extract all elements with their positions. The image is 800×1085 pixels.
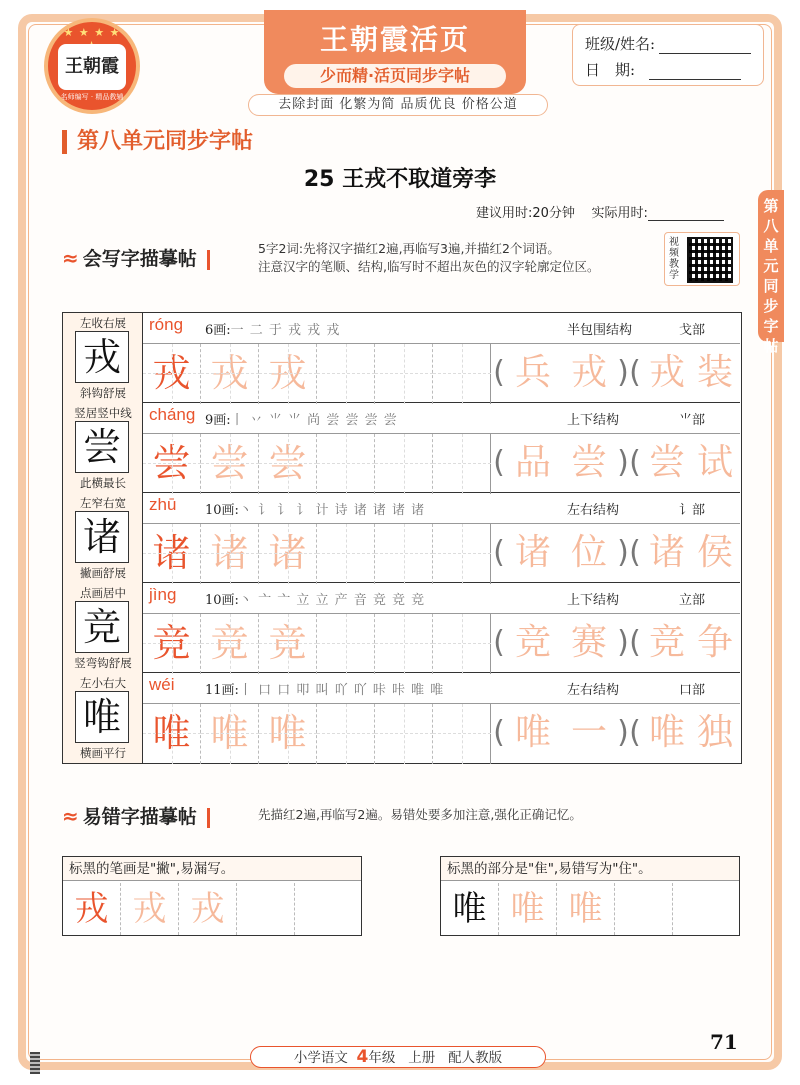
word-close-paren: ) bbox=[617, 625, 629, 660]
practice-cell[interactable] bbox=[375, 434, 433, 494]
date-field[interactable]: 日 期: bbox=[585, 59, 741, 80]
word-trace-char[interactable]: 试 bbox=[696, 442, 733, 483]
word-trace-char[interactable]: 品 bbox=[514, 442, 551, 483]
practice-cell[interactable] bbox=[317, 524, 375, 584]
word-trace-char[interactable]: 诸 bbox=[514, 532, 551, 573]
word-trace-char[interactable]: 侯 bbox=[696, 532, 733, 573]
stroke-order: 6画:一 二 于 戎 戎 戎 bbox=[205, 323, 341, 338]
practice-cell[interactable] bbox=[317, 614, 375, 674]
word-close-paren: ) bbox=[617, 355, 629, 390]
char-tip-column bbox=[63, 313, 143, 403]
word-open-paren: ( bbox=[629, 535, 641, 570]
practice-cells bbox=[143, 613, 740, 673]
word-trace-char[interactable]: 赛 bbox=[570, 622, 607, 663]
word-trace-char[interactable]: 兵 bbox=[514, 352, 551, 393]
banner-title: 王朝霞活页 bbox=[319, 23, 470, 56]
practice-cell[interactable] bbox=[433, 614, 491, 674]
word-open-paren: ( bbox=[493, 625, 505, 660]
word-open-paren: ( bbox=[629, 625, 641, 660]
pinyin: jìng bbox=[149, 585, 177, 604]
top-tip: 竖居竖中线 bbox=[74, 406, 132, 420]
practice-cell[interactable] bbox=[317, 434, 375, 494]
model-character: 戎 bbox=[75, 331, 129, 383]
bottom-tip: 斜钩舒展 bbox=[80, 386, 126, 400]
practice-cell[interactable] bbox=[375, 614, 433, 674]
time-line: 建议用时:20分钟 实际用时: bbox=[476, 202, 724, 221]
char-row bbox=[63, 583, 740, 673]
error-box-2-note: 标黑的部分是"隹",易错写为"住"。 bbox=[441, 857, 739, 881]
stroke-order: 10画:丶 讠 讠 讠 计 诗 诸 诸 诸 诸 bbox=[205, 503, 426, 518]
word-trace-char[interactable]: 位 bbox=[570, 532, 607, 573]
word-trace-char[interactable]: 戎 bbox=[648, 352, 685, 393]
trace-cell[interactable]: 尝 bbox=[201, 434, 259, 494]
practice-cell[interactable] bbox=[317, 704, 375, 764]
word-trace-char[interactable]: 戎 bbox=[570, 352, 607, 393]
practice-cell[interactable] bbox=[375, 704, 433, 764]
error-box-2 bbox=[440, 856, 740, 936]
char-tip-column bbox=[63, 493, 143, 583]
top-tip: 左收右展 bbox=[80, 316, 126, 330]
lesson-title: 25 王戎不取道旁李 bbox=[303, 167, 497, 192]
trace-cell[interactable]: 戎 bbox=[201, 344, 259, 404]
trace-cell[interactable]: 唯 bbox=[201, 704, 259, 764]
practice-cell[interactable] bbox=[433, 524, 491, 584]
word-trace-char[interactable]: 独 bbox=[696, 712, 733, 753]
radical-label: 口部 bbox=[679, 683, 706, 698]
trace-cell[interactable]: 唯 bbox=[143, 704, 201, 764]
word-trace-char[interactable]: 争 bbox=[696, 622, 733, 663]
wave-icon: ≈ bbox=[62, 246, 79, 270]
qr-code-icon[interactable] bbox=[687, 237, 733, 283]
practice-cell[interactable] bbox=[433, 704, 491, 764]
structure-label: 左右结构 bbox=[567, 503, 620, 518]
trace-cell[interactable]: 唯 bbox=[259, 704, 317, 764]
footer-label: 小学语文 4年级 上册 配人教版 bbox=[250, 1046, 546, 1068]
radical-label: 戈部 bbox=[679, 323, 706, 338]
model-character: 诸 bbox=[75, 511, 129, 563]
char-row bbox=[63, 493, 740, 583]
qr-label: 视频教学 bbox=[669, 237, 679, 281]
logo-stars: ★ ★ ★ ★ bbox=[63, 26, 121, 39]
page-number: 71 bbox=[710, 1030, 738, 1054]
radical-label: 讠部 bbox=[679, 503, 706, 518]
char-row bbox=[63, 313, 740, 403]
stroke-order: 10画:丶 亠 亠 立 立 产 音 竞 竞 竞 bbox=[205, 593, 426, 608]
word-trace-char[interactable]: 尝 bbox=[570, 442, 607, 483]
section2-instructions: 先描红2遍,再临写2遍。易错处要多加注意,强化正确记忆。 bbox=[258, 807, 582, 822]
trace-cell[interactable]: 竞 bbox=[201, 614, 259, 674]
trace-cell[interactable]: 诸 bbox=[201, 524, 259, 584]
error-trace-cell[interactable]: 唯 bbox=[441, 883, 499, 935]
error-trace-cell[interactable]: 唯 bbox=[499, 883, 557, 935]
brand-banner bbox=[264, 10, 526, 94]
error-trace-cell[interactable]: 戎 bbox=[121, 883, 179, 935]
error-box-1 bbox=[62, 856, 362, 936]
word-trace-char[interactable]: 尝 bbox=[648, 442, 685, 483]
word-close-paren: ) bbox=[617, 535, 629, 570]
error-trace-cell[interactable]: 戎 bbox=[63, 883, 121, 935]
practice-cell[interactable] bbox=[375, 524, 433, 584]
word-trace-char[interactable]: 唯 bbox=[514, 712, 551, 753]
video-qr[interactable] bbox=[664, 232, 740, 286]
side-tab: 第八单元同步字帖 bbox=[758, 190, 784, 342]
trace-cell[interactable]: 尝 bbox=[259, 434, 317, 494]
radical-label: 立部 bbox=[679, 593, 706, 608]
pinyin: wéi bbox=[149, 675, 175, 694]
wave-icon: ≈ bbox=[62, 804, 79, 828]
top-tip: 左小右大 bbox=[80, 676, 126, 690]
char-tip-column bbox=[63, 583, 143, 673]
error-practice-cell[interactable] bbox=[615, 883, 673, 935]
footer-barcode-strip bbox=[30, 1052, 40, 1074]
structure-label: 上下结构 bbox=[567, 593, 620, 608]
error-box-1-note: 标黑的笔画是"撇",易漏写。 bbox=[63, 857, 361, 881]
practice-cell[interactable] bbox=[375, 344, 433, 404]
trace-cell[interactable]: 戎 bbox=[259, 344, 317, 404]
model-character: 唯 bbox=[75, 691, 129, 743]
top-tip: 左窄右宽 bbox=[80, 496, 126, 510]
bottom-tip: 竖弯钩舒展 bbox=[74, 656, 132, 670]
word-open-paren: ( bbox=[493, 445, 505, 480]
pinyin: cháng bbox=[149, 405, 196, 424]
word-open-paren: ( bbox=[493, 715, 505, 750]
section1-heading: ≈ 会写字描摹帖 bbox=[62, 244, 210, 271]
practice-cells bbox=[143, 433, 740, 493]
practice-cell[interactable] bbox=[433, 344, 491, 404]
char-row bbox=[63, 673, 740, 763]
logo-text: 王朝霞 bbox=[58, 44, 126, 90]
char-row bbox=[63, 403, 740, 493]
word-trace-char[interactable]: 竞 bbox=[514, 622, 551, 663]
radical-label: ⺌部 bbox=[679, 413, 706, 428]
word-trace-char[interactable]: 一 bbox=[570, 712, 607, 753]
char-tip-column bbox=[63, 403, 143, 493]
model-character: 竞 bbox=[75, 601, 129, 653]
trace-cell[interactable]: 戎 bbox=[143, 344, 201, 404]
slogan: 去除封面 化繁为简 品质优良 价格公道 bbox=[248, 94, 548, 116]
error-practice-cell[interactable] bbox=[295, 883, 353, 935]
error-practice-cell[interactable] bbox=[237, 883, 295, 935]
word-trace-char[interactable]: 唯 bbox=[648, 712, 685, 753]
word-open-paren: ( bbox=[493, 535, 505, 570]
word-open-paren: ( bbox=[629, 355, 641, 390]
trace-cell[interactable]: 诸 bbox=[143, 524, 201, 584]
section1-instructions: 5字2词:先将汉字描红2遍,再临写3遍,并描红2个词语。 注意汉字的笔顺、结构,临写时不超出灰色的汉字轮廓定位区。 bbox=[258, 241, 600, 274]
stroke-order: 11画:丨 口 口 叩 叫 吖 吖 咔 咔 唯 唯 bbox=[205, 683, 445, 698]
stroke-order: 9画:丨 丷 ⺌ ⺌ 尚 尝 尝 尝 尝 bbox=[205, 413, 398, 428]
word-trace-char[interactable]: 诸 bbox=[648, 532, 685, 573]
error-trace-cell[interactable]: 戎 bbox=[179, 883, 237, 935]
structure-label: 上下结构 bbox=[567, 413, 620, 428]
practice-cells bbox=[143, 523, 740, 583]
student-info-box bbox=[572, 24, 764, 86]
word-close-paren: ) bbox=[617, 715, 629, 750]
trace-cell[interactable]: 竞 bbox=[259, 614, 317, 674]
practice-cell[interactable] bbox=[433, 434, 491, 494]
logo-subtext: 名师编写 · 精品教辅 bbox=[60, 93, 124, 101]
trace-cell[interactable]: 尝 bbox=[143, 434, 201, 494]
structure-label: 半包围结构 bbox=[567, 323, 633, 338]
bottom-tip: 横画平行 bbox=[80, 746, 126, 760]
word-close-paren: ) bbox=[617, 445, 629, 480]
banner-subtitle: 少而精·活页同步字帖 bbox=[284, 64, 506, 88]
word-open-paren: ( bbox=[629, 715, 641, 750]
pinyin: zhū bbox=[149, 495, 177, 514]
char-tip-column bbox=[63, 673, 143, 763]
word-trace-char[interactable]: 竞 bbox=[648, 622, 685, 663]
practice-cell[interactable] bbox=[317, 344, 375, 404]
trace-cell[interactable]: 竞 bbox=[143, 614, 201, 674]
bottom-tip: 撇画舒展 bbox=[80, 566, 126, 580]
bottom-tip: 此横最长 bbox=[80, 476, 126, 490]
trace-cell[interactable]: 诸 bbox=[259, 524, 317, 584]
practice-table bbox=[62, 312, 742, 764]
word-trace-char[interactable]: 装 bbox=[696, 352, 733, 393]
word-open-paren: ( bbox=[493, 355, 505, 390]
top-tip: 点画居中 bbox=[80, 586, 126, 600]
word-open-paren: ( bbox=[629, 445, 641, 480]
practice-cells bbox=[143, 703, 740, 763]
model-character: 尝 bbox=[75, 421, 129, 473]
section2-heading: ≈ 易错字描摹帖 bbox=[62, 802, 210, 829]
class-name-field[interactable]: 班级/姓名: bbox=[585, 33, 751, 54]
structure-label: 左右结构 bbox=[567, 683, 620, 698]
actual-time-field[interactable] bbox=[648, 209, 724, 221]
error-practice-cell[interactable] bbox=[673, 883, 731, 935]
practice-cells bbox=[143, 343, 740, 403]
pinyin: róng bbox=[149, 315, 184, 334]
unit-title: 第八单元同步字帖 bbox=[62, 130, 253, 154]
brand-logo bbox=[44, 18, 140, 114]
error-trace-cell[interactable]: 唯 bbox=[557, 883, 615, 935]
